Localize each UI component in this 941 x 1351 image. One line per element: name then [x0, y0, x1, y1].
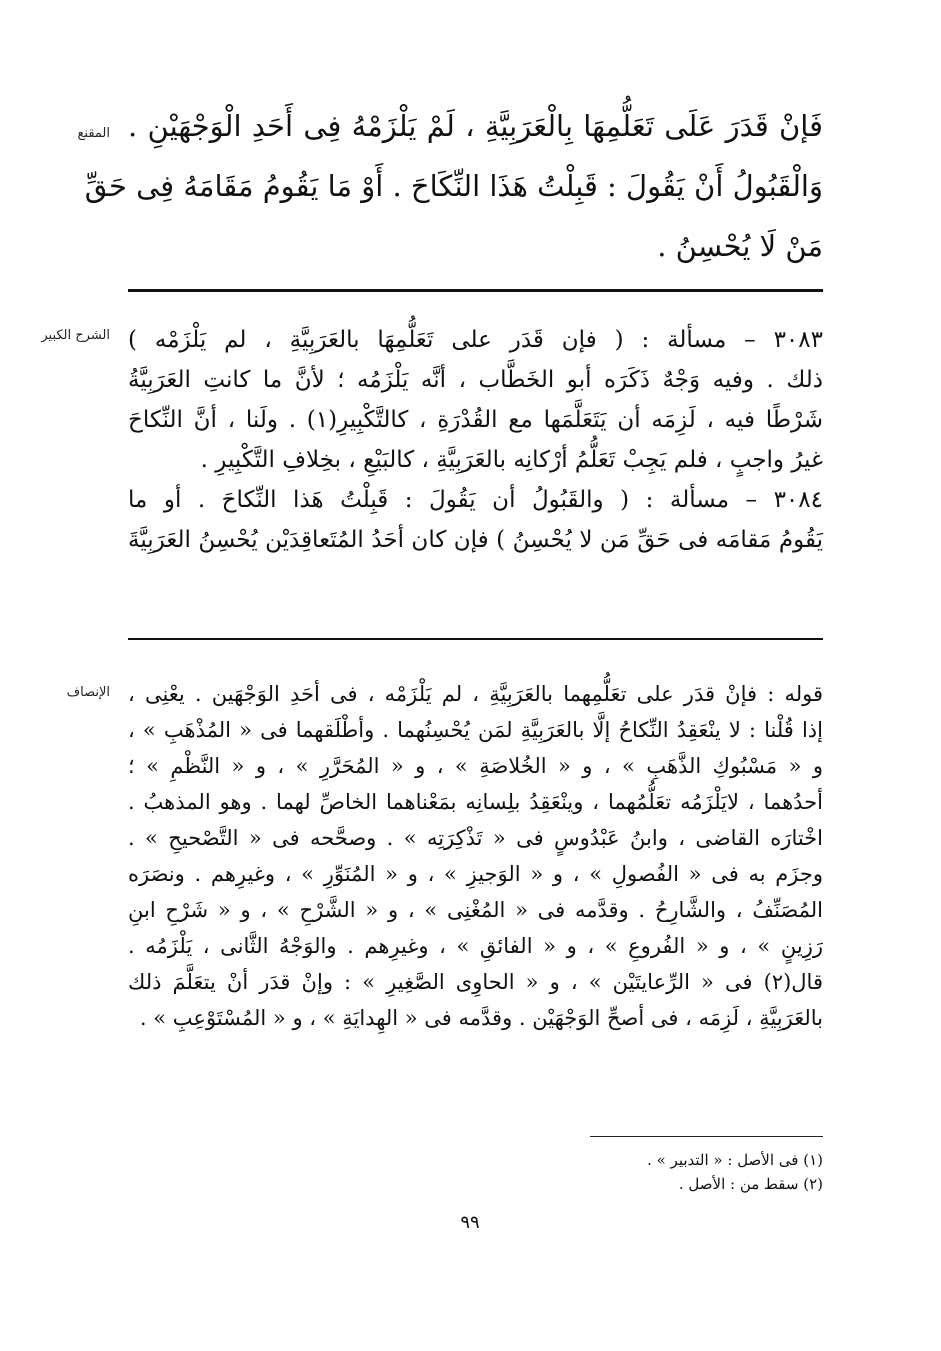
- text-line: ٣٠٨٣ – مسألة : ( فإن قَدَر على تَعَلُّمِهَا بالعَرَبِيَّةِ ، لم يَلْزَمْه ): [128, 327, 823, 353]
- text-line: رَزِينٍ » ، و « الفُروعِ » ، و « الفائقِ » ، وغيرِهم . والوَجْهُ الثَّانى ، يَلْزَمُه .: [128, 934, 823, 958]
- page-number: ٩٩: [460, 1212, 480, 1233]
- text-line: مَنْ لَا يُحْسِنُ .: [657, 229, 823, 263]
- footnotes: [500, 1148, 823, 1196]
- section-divider: [128, 289, 823, 292]
- text-line: المُصَنِّفُ ، والشَّارِحُ . وقدَّمه فى « المُغْنِى » ، و « الشَّرْحِ » ، و « شَرْحِ ابنِ: [128, 898, 823, 922]
- section-divider: [128, 638, 823, 640]
- text-line: إذا قُلْنا : لا ينْعَقِدُ النِّكاحُ إلَّا بالعَرَبِيَّةِ لمَن يُحْسِنُهما . وأطْلَقهما فى « المُذْهَبِ » ،: [128, 718, 823, 742]
- margin-label-muqni: المقنع: [77, 126, 110, 141]
- text-line: غيرُ واجبٍ ، فلم يَجِبْ تَعَلُّمُ أرْكانِه بالعَرَبِيَّةِ ، كالبَيْعِ ، بخِلافِ التَّكْبِيرِ .: [200, 447, 823, 473]
- footnote: (١) فى الأصل : « التدبير » .: [647, 1151, 823, 1169]
- text-line: فَإنْ قَدَرَ عَلَى تَعَلُّمِهَا بِالْعَرَبِيَّةِ ، لَمْ يَلْزَمْهُ فِى أَحَدِ الْوَجْهَيْنِ .: [128, 109, 823, 143]
- text-line: اخْتارَه القاضى ، وابنُ عَبْدُوسٍ فى « تَذْكِرَتِه » . وصحَّحه فى « التَّصْحيحِ » .: [128, 826, 823, 850]
- text-line: قوله : فإنْ قدَر على تعَلُّمِهما بالعَرَبِيَّةِ ، لم يَلْزَمْه ، فى أحَدِ الوَجْهَين . يعْنِى ،: [128, 682, 823, 706]
- text-line: أحدُهما ، لايَلْزَمُه تعَلُّمُهما ، وينْعَقِدُ بلِسانِه بمَعْناهما الخاصِّ لهما . وهو المذهبُ .: [128, 790, 823, 814]
- footnote: (٢) سقط من : الأصل .: [678, 1175, 823, 1193]
- margin-label-insaf: الإنصاف: [66, 685, 110, 700]
- section-sharh: [128, 320, 823, 560]
- footnote-divider: [590, 1136, 823, 1137]
- text-line: يَقُومُ مَقامَه فى حَقِّ مَن لا يُحْسِنُ ) فإن كان أحَدُ المُتَعاقِدَيْن يُحْسِنُ العَرَبِيَّةَ: [128, 527, 823, 553]
- text-line: ٣٠٨٤ – مسألة : ( والقَبُولُ أن يَقُولَ : قَبِلْتُ هَذا النِّكاحَ . أو ما: [128, 487, 823, 513]
- text-line: و « مَسْبُوكِ الذَّهَبِ » ، و « الخُلاصَةِ » ، و « المُحَرَّرِ » ، و « النَّظْمِ » ؛: [128, 754, 823, 778]
- text-line: بالعَرَبِيَّةِ ، لَزِمَه ، فى أصحِّ الوَجْهَيْن . وقدَّمه فى « الهِدايَةِ » ، و « المُسْتَوْعِبِ » .: [139, 1006, 823, 1030]
- text-line: وجزَم به فى « الفُصولِ » ، و « الوَجيزِ » ، و « المُنَوِّرِ » ، وغيرِهم . ونصَرَه: [128, 862, 823, 886]
- text-line: وَالْقَبُولُ أَنْ يَقُولَ : قَبِلْتُ هَذَا النِّكَاحَ . أَوْ مَا يَقُومُ مَقَامَهُ فِى حَقِّ: [84, 169, 823, 203]
- text-line: شَرْطًا فيه ، لَزِمَه أن يَتَعَلَّمَها مع القُدْرَةِ ، كالتَّكْبِيرِ(١) . ولَنا ، أنَّ النِّكاحَ: [128, 407, 823, 433]
- margin-label-sharh: الشرح الكبير: [41, 328, 110, 343]
- text-line: ذلك . وفيه وَجْهٌ ذَكَرَه أبو الخَطَّاب ، أنَّه يَلْزَمُه ؛ لأنَّ ما كانتِ العَرَبِيَّةُ: [128, 367, 823, 393]
- text-line: قال(٢) فى « الرِّعايتَيْن » ، و « الحاوِى الصَّغِيرِ » : وإنْ قدَر أنْ يتعَلَّمَ ذلك: [128, 970, 823, 994]
- section-insaf: [128, 676, 823, 1036]
